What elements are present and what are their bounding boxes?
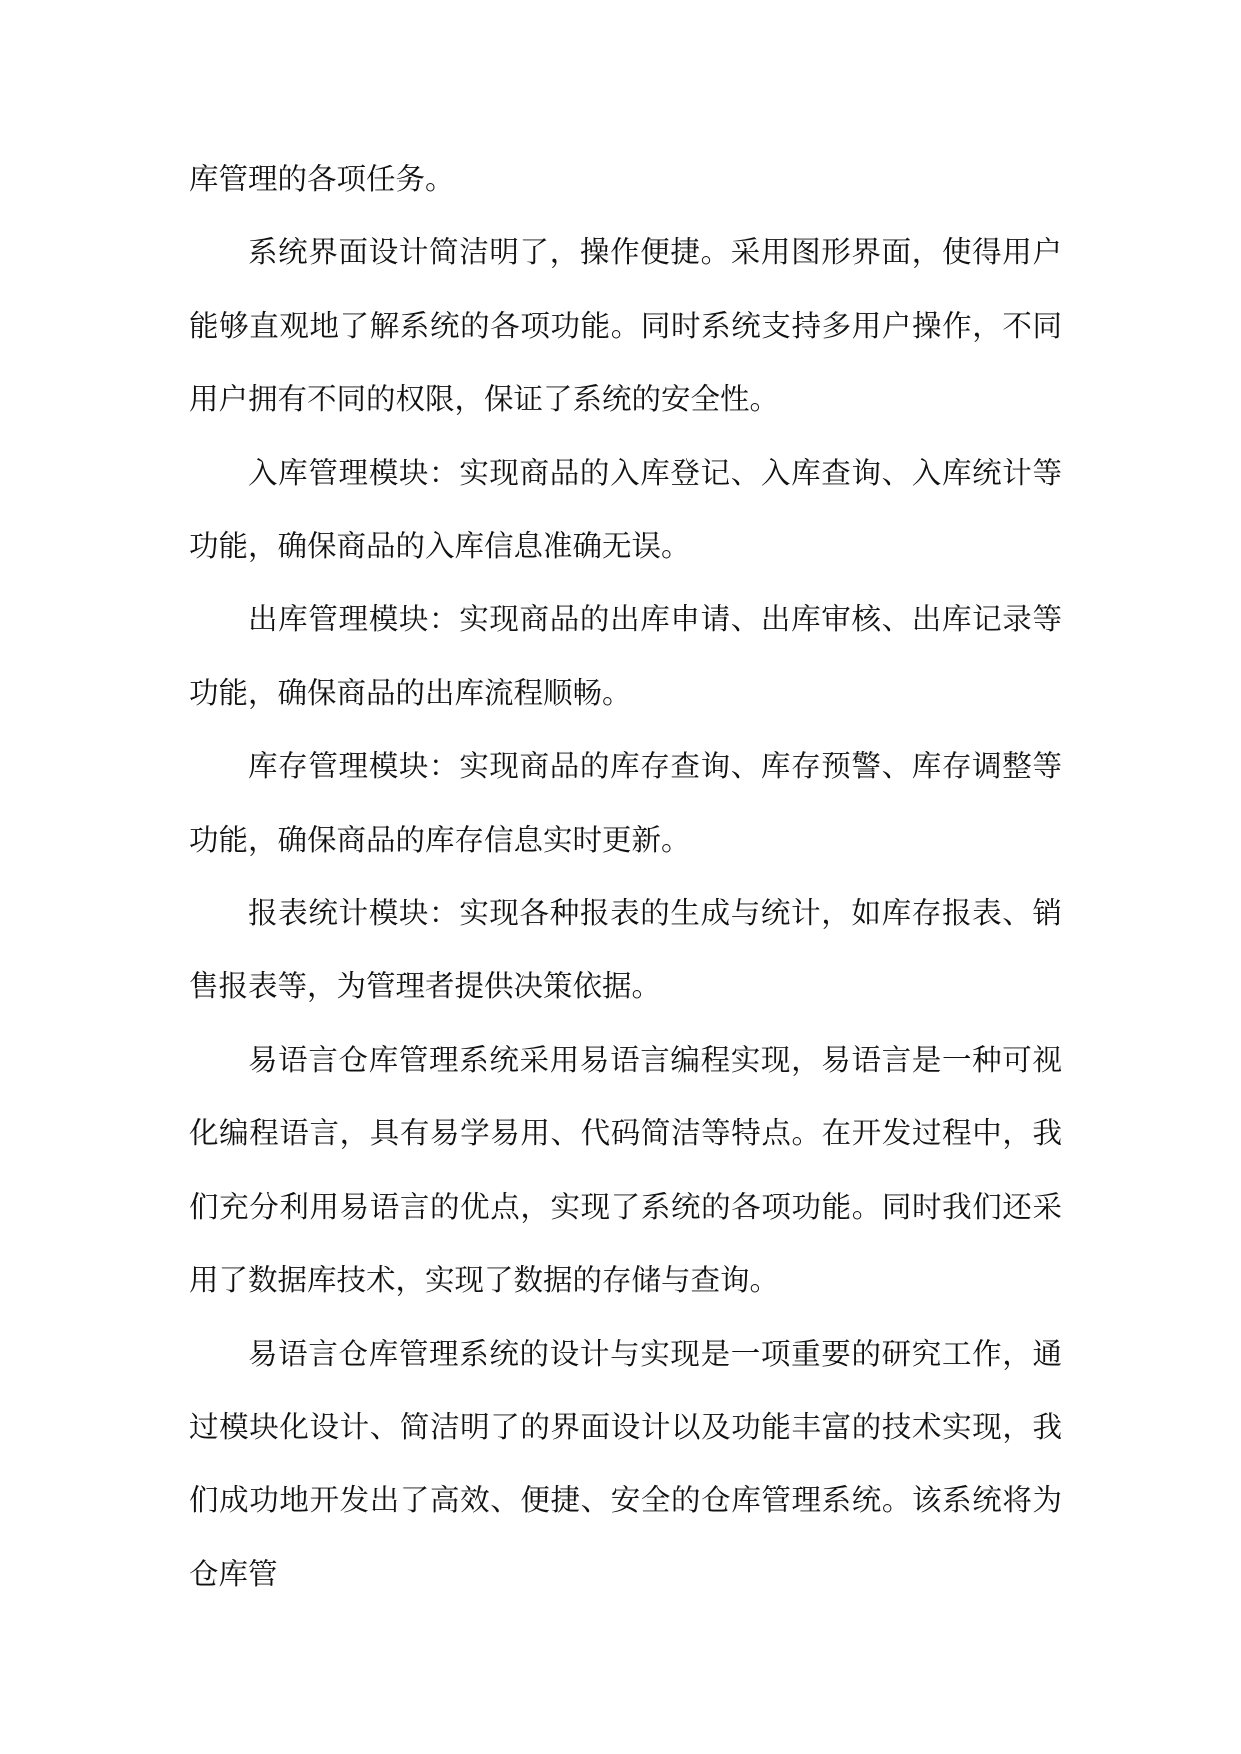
paragraph-implementation: 易语言仓库管理系统采用易语言编程实现，易语言是一种可视化编程语言，具有易学易用、代码简洁等特点。在开发过程中，我们充分利用易语言的优点，实现了系统的各项功能。同时我们还采用了数据库技术，实现了数据的存储与查询。 (189, 1042, 1062, 1298)
paragraph-inbound-module: 入库管理模块：实现商品的入库登记、入库查询、入库统计等功能，确保商品的入库信息准确无误。 (189, 455, 1062, 564)
paragraph-interface-design: 系统界面设计简洁明了，操作便捷。采用图形界面，使得用户能够直观地了解系统的各项功能。同时系统支持多用户操作，不同用户拥有不同的权限，保证了系统的安全性。 (189, 235, 1062, 417)
body-text (189, 143, 1062, 1611)
paragraph-report-module: 报表统计模块：实现各种报表的生成与统计，如库存报表、销售报表等，为管理者提供决策依据。 (189, 896, 1062, 1004)
paragraph-outbound-module: 出库管理模块：实现商品的出库申请、出库审核、出库记录等功能，确保商品的出库流程顺畅。 (189, 602, 1062, 710)
paragraph-inventory-module: 库存管理模块：实现商品的库存查询、库存预警、库存调整等功能，确保商品的库存信息实时更新。 (189, 749, 1062, 857)
paragraph-conclusion: 易语言仓库管理系统的设计与实现是一项重要的研究工作，通过模块化设计、简洁明了的界面设计以及功能丰富的技术实现，我们成功地开发出了高效、便捷、安全的仓库管理系统。该系统将为仓库管 (189, 1336, 1062, 1591)
paragraph-continued: 库管理的各项任务。 (189, 162, 455, 196)
